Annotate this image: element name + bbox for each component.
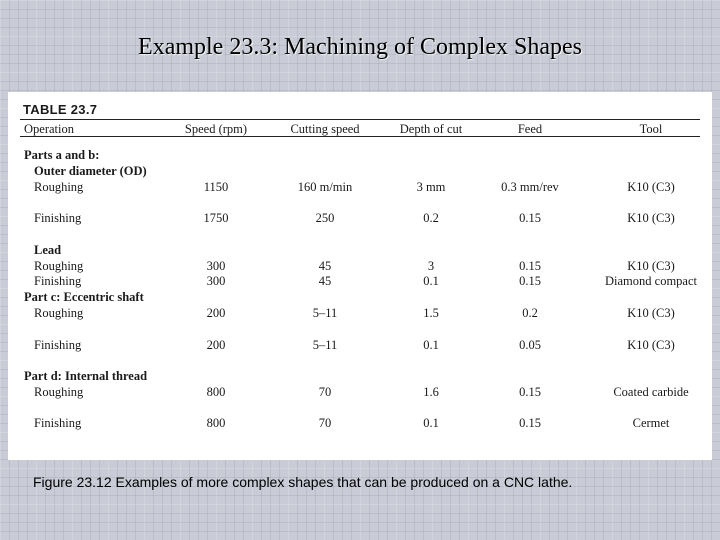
cutting-speed-cell: 5–11: [312, 306, 338, 320]
operation-label: Finishing: [34, 274, 82, 288]
tool-cell: K10 (C3): [627, 211, 675, 225]
operation-label: Roughing: [34, 180, 84, 194]
table-image: [8, 92, 712, 460]
section-label: Parts a and b:: [24, 148, 100, 162]
speed-cell: 300: [206, 259, 226, 273]
header-depth-of-cut: Depth of cut: [399, 122, 463, 136]
feed-cell: 0.15: [519, 211, 541, 225]
feed-cell: 0.05: [519, 338, 541, 352]
operation-label: Roughing: [34, 385, 84, 399]
feed-cell: 0.15: [519, 416, 541, 430]
speed-cell: 300: [206, 274, 226, 288]
feed-cell: 0.15: [519, 385, 541, 399]
tool-cell: K10 (C3): [627, 180, 675, 194]
operation-label: Finishing: [34, 338, 82, 352]
header-feed: Feed: [517, 122, 543, 136]
section-label: Part c: Eccentric shaft: [24, 290, 144, 304]
section-label: Outer diameter (OD): [34, 164, 147, 178]
operation-label: Finishing: [34, 416, 82, 430]
depth-cell: 0.1: [423, 416, 439, 430]
tool-cell: K10 (C3): [627, 338, 675, 352]
speed-cell: 1750: [203, 211, 229, 225]
depth-cell: 0.2: [423, 211, 439, 225]
depth-cell: 1.6: [423, 385, 439, 399]
operation-label: Roughing: [34, 259, 84, 273]
header-operation: Operation: [24, 122, 74, 136]
speed-cell: 200: [206, 306, 226, 320]
cutting-speed-cell: 5–11: [312, 338, 338, 352]
section-label: Lead: [34, 243, 62, 257]
depth-cell: 1.5: [423, 306, 439, 320]
cutting-speed-cell: 70: [318, 385, 332, 399]
header-cutting-speed: Cutting speed: [290, 122, 360, 136]
feed-cell: 0.3 mm/rev: [501, 180, 559, 194]
scanned-table: [20, 98, 700, 450]
depth-cell: 3: [427, 259, 435, 273]
slide-title: Example 23.3: Machining of Complex Shapes: [138, 34, 582, 60]
depth-cell: 0.1: [423, 338, 439, 352]
cutting-speed-cell: 45: [318, 259, 332, 273]
section-label: Part d: Internal thread: [24, 369, 148, 383]
speed-cell: 1150: [203, 180, 229, 194]
tool-cell: K10 (C3): [627, 259, 675, 273]
cutting-speed-cell: 250: [315, 211, 335, 225]
feed-cell: 0.2: [522, 306, 538, 320]
header-speed: Speed (rpm): [184, 122, 248, 136]
operation-label: Finishing: [34, 211, 82, 225]
feed-cell: 0.15: [519, 274, 541, 288]
tool-cell: Cermet: [632, 416, 670, 430]
cutting-speed-cell: 45: [318, 274, 332, 288]
speed-cell: 200: [206, 338, 226, 352]
tool-cell: K10 (C3): [627, 306, 675, 320]
cutting-speed-cell: 70: [318, 416, 332, 430]
table-top-rule: [20, 119, 700, 120]
depth-cell: 0.1: [423, 274, 439, 288]
tool-cell: Diamond compact: [605, 274, 697, 288]
speed-cell: 800: [206, 416, 226, 430]
operation-label: Roughing: [34, 306, 84, 320]
header-tool: Tool: [639, 122, 663, 136]
tool-cell: Coated carbide: [613, 385, 689, 399]
speed-cell: 800: [206, 385, 226, 399]
feed-cell: 0.15: [519, 259, 541, 273]
figure-caption: Figure 23.12 Examples of more complex shapes that can be produced on a CNC lathe.: [33, 474, 573, 490]
depth-cell: 3 mm: [416, 180, 446, 194]
table-header-rule: [20, 136, 700, 137]
table-caption: TABLE 23.7: [23, 102, 98, 117]
cutting-speed-cell: 160 m/min: [297, 180, 353, 194]
